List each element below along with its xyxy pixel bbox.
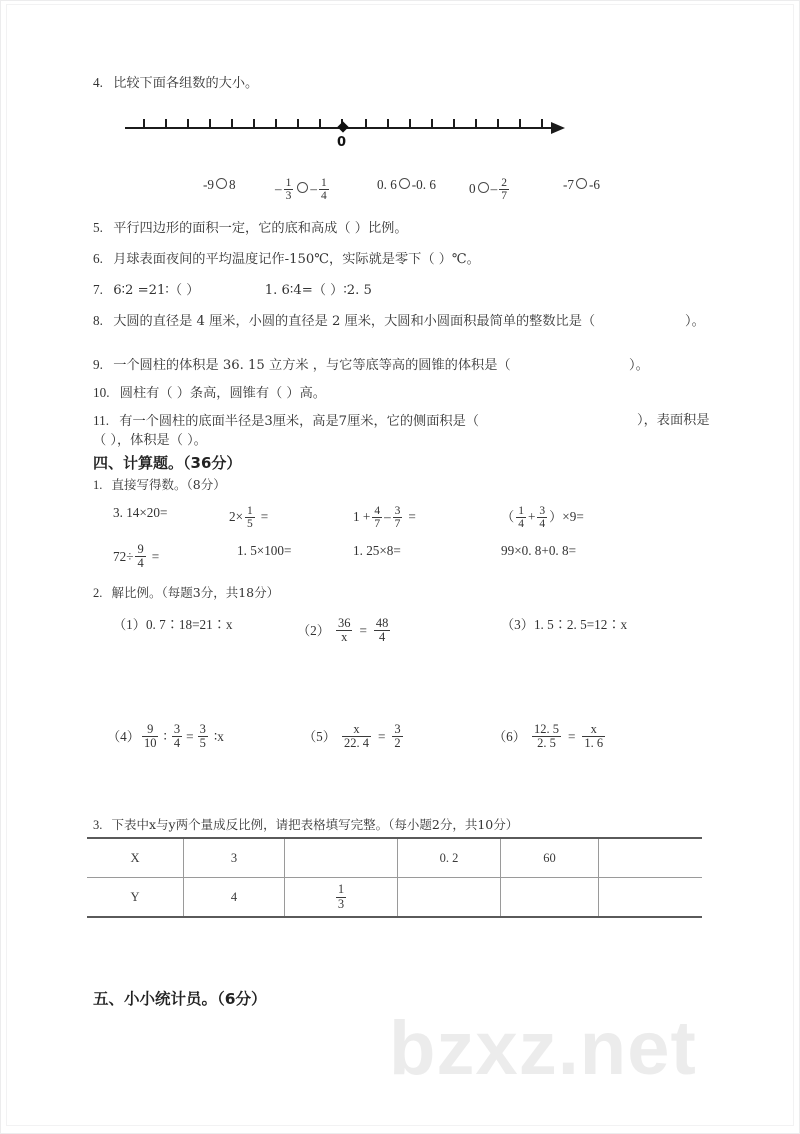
fraction-numerator: 1 [285,177,292,189]
arith-1-4 [501,505,584,530]
sub-3-label: 3. [93,818,103,832]
xy-proportion-table [87,837,702,918]
fraction [372,505,382,530]
question-7-right: 1. 6∶4=（ ）∶2. 5 [264,283,372,298]
fraction-denominator: 7 [374,518,381,531]
fraction-numerator: x [582,723,605,737]
fraction-denominator: 1. 6 [584,736,604,751]
arith-1-3-post: = [408,509,416,525]
circle-blank-icon [399,178,410,189]
question-6-label: 6. [93,251,103,266]
fraction [374,617,391,644]
number-line-tick [409,119,411,128]
sub-3-title: 下表中x与y两个量成反比例，请把表格填写完整。（每小题2分，共10分） [111,817,519,832]
fraction [393,505,403,530]
fraction [336,883,346,910]
arith-1-4-mid: + [527,509,536,525]
question-10-text: 圆柱有（ ）条高，圆锥有（ ）高。 [119,386,326,401]
question-5 [93,220,408,238]
table-cell-x-3[interactable]: 0. 2 [398,838,501,878]
comparison-2 [275,177,331,202]
arith-1-4-pre: （ [501,509,515,525]
fraction-numerator: 12. 5 [533,722,559,736]
fraction-numerator: 1 [247,505,253,517]
question-11-label: 11. [93,413,109,428]
circle-blank-icon [297,182,308,193]
table-cell-y-header: Y [87,878,184,918]
table-cell-y-4[interactable] [501,878,599,918]
number-line-tick [387,119,389,128]
number-line-tick [187,119,189,128]
fraction-numerator: 3 [394,722,401,736]
arith-2-3: 1. 25×8= [353,543,401,558]
comparison-2-left-sign: – [275,181,282,197]
fraction-numerator: 9 [137,542,144,556]
fraction-numerator: 3 [173,722,181,736]
fraction-denominator: 4 [320,190,327,203]
question-11-line1-tail: ），表面积是 [637,413,710,428]
table-cell-y-5[interactable] [599,878,703,918]
fraction-denominator: 5 [199,736,206,751]
fraction-numerator: 3 [539,505,546,517]
number-line-tick [275,119,277,128]
fraction-denominator: 3 [285,190,292,203]
fraction-numerator: 3 [394,505,401,517]
arith-2-1-post: = [151,549,160,565]
question-5-text: 平行四边形的面积一定，它的底和高成（ ）比例。 [113,221,408,236]
number-line-arrow-icon [551,122,565,134]
proportion-4-tail: ∶x [213,729,224,745]
table-cell-x-4[interactable]: 60 [501,838,599,878]
section-4-sub-3 [93,817,518,834]
number-line-tick [453,119,455,128]
fraction [245,505,255,530]
question-9-tail: ）。 [629,357,649,372]
fraction-denominator: 2 [394,736,401,751]
fraction [342,723,371,750]
number-line-tick [297,119,299,128]
table-cell-y-3[interactable] [398,878,501,918]
proportion-2-equals: = [359,623,367,639]
fraction-denominator: 10 [143,736,157,751]
section-4-sub-1 [93,477,226,494]
comparison-5 [563,177,600,194]
proportion-4 [107,723,224,750]
comparison-5-right: -6 [589,177,600,192]
question-11-line2: （ ），体积是（ ）。 [93,433,207,448]
question-4-text: 比较下面各组数的大小。 [113,76,259,91]
number-line-zero-label: 0 [337,135,347,150]
fraction [516,505,526,530]
comparison-2-right-sign: – [310,181,317,197]
comparison-3 [377,177,436,194]
question-6-text: 月球表面夜间的平均温度记作-150℃，实际就是零下（ ）℃。 [113,252,480,267]
sub-1-title: 直接写得数。（8分） [111,477,226,492]
proportion-5-label: （5） [303,729,336,745]
fraction [537,505,547,530]
fraction-numerator: 1 [320,177,327,189]
fraction [172,723,182,750]
number-line-tick [541,119,543,128]
table-row [87,838,702,878]
question-6 [93,251,480,269]
comparison-4-left: 0 [469,181,476,197]
fraction [135,543,145,570]
question-4-label: 4. [93,75,103,90]
arith-2-1 [113,543,159,570]
fraction-denominator: 7 [501,190,507,203]
watermark-text: bzxz.net [389,1006,697,1091]
fraction [198,723,208,750]
fraction [142,723,159,750]
number-line-tick [365,119,367,128]
question-10-label: 10. [93,385,110,400]
comparison-1-left: -9 [203,177,214,192]
proportion-5 [303,723,405,750]
fraction-denominator: 3 [337,896,345,911]
fraction-denominator: 4 [539,518,546,531]
arith-1-3 [353,505,416,530]
question-8-tail: ）。 [685,313,705,328]
proportion-2-label: （2） [297,623,330,639]
fraction-numerator: 48 [375,616,389,630]
fraction-denominator: 2. 5 [537,736,556,751]
question-7-left: 6∶2 =21∶（ ） [113,283,200,298]
fraction-denominator: 22. 4 [343,736,369,751]
number-line-tick [475,119,477,128]
fraction-denominator: 4 [137,556,144,571]
fraction-numerator: 36 [337,616,351,630]
number-line-zero-dot [337,121,348,132]
fraction-numerator: 9 [142,723,159,737]
arith-2-1-pre: 72÷ [113,549,134,565]
number-line-tick [209,119,211,128]
fraction-denominator: 4 [173,736,181,751]
question-9 [93,357,511,375]
comparison-1-right: 8 [229,177,236,192]
fraction [336,617,353,644]
paper-sheet [7,5,793,1125]
proportion-4-sep: ∶ [163,729,167,745]
question-11-line1: 有一个圆柱的底面半径是3厘米，高是7厘米，它的侧面积是（ [119,414,479,429]
proportion-2 [297,617,392,644]
question-8-label: 8. [93,313,103,328]
question-7-label: 7. [93,282,103,297]
proportion-3: （3）1. 5∶2. 5=12∶x [501,617,628,632]
proportion-6-label: （6） [493,729,526,745]
section-4-heading: 四、计算题。（36分） [93,454,242,472]
number-line-tick [253,119,255,128]
proportion-6-equals: = [567,729,576,745]
circle-blank-icon [216,178,227,189]
table-cell-x-5[interactable] [599,838,703,878]
question-4 [93,75,258,93]
number-line-tick [165,119,167,128]
arith-1-4-post: ）×9= [549,509,584,525]
arith-2-2: 1. 5×100= [237,543,292,558]
question-7 [93,282,372,300]
fraction-denominator: 4 [518,518,524,531]
question-11 [93,413,479,431]
proportion-1: （1）0. 7∶18=21∶x [113,617,233,632]
table-row [87,878,702,918]
table-cell-x-1[interactable]: 3 [184,838,285,878]
arith-1-3-pre: 1 + [353,509,371,525]
number-line [125,113,565,153]
fraction [284,177,294,202]
number-line-tick [431,119,433,128]
fraction [532,723,561,750]
arith-1-3-mid: – [384,509,391,525]
arith-1-2 [229,505,268,530]
proportion-4-label: （4） [107,729,140,745]
comparison-1 [203,177,236,194]
question-9-label: 9. [93,357,103,372]
fraction-denominator: 5 [247,518,253,531]
circle-blank-icon [478,182,489,193]
fraction-denominator: 7 [394,518,401,531]
section-5-heading: 五、小小统计员。（6分） [93,990,267,1008]
table-cell-y-1[interactable]: 4 [184,878,285,918]
arith-1-2-pre: 2× [229,509,244,525]
fraction-numerator: 1 [518,505,524,517]
fraction-numerator: x [342,723,371,737]
question-10 [93,385,326,403]
fraction-numerator: 3 [199,722,206,736]
comparison-5-left: -7 [563,177,574,192]
fraction [582,723,605,750]
arith-1-2-post: = [260,509,269,525]
comparison-4 [469,177,511,202]
proportion-6 [493,723,607,750]
arith-2-4: 99×0. 8+0. 8= [501,543,577,558]
sub-2-title: 解比例。（每题3分，共18分） [111,585,280,600]
comparison-3-right: -0. 6 [411,177,436,192]
comparison-4-right-sign: – [490,181,498,197]
proportion-4-equals: = [186,729,194,745]
fraction [319,177,329,202]
fraction [499,177,509,202]
section-4-sub-2 [93,585,279,602]
table-cell-x-header: X [87,838,184,878]
number-line-tick [519,119,521,128]
number-line-tick [319,119,321,128]
arith-1-1: 3. 14×20= [113,505,168,520]
number-line-tick [143,119,145,128]
table-cell-x-2[interactable] [285,838,398,878]
fraction [392,723,402,750]
sub-2-label: 2. [93,586,103,600]
number-line-tick [231,119,233,128]
question-8-text: 大圆的直径是 4 厘米，小圆的直径是 2 厘米，大圆和小圆面积最简单的整数比是（ [113,314,596,329]
sub-1-label: 1. [93,478,103,492]
fraction-numerator: 1 [337,882,345,897]
number-line-tick [497,119,499,128]
fraction-numerator: 2 [501,177,507,189]
question-5-label: 5. [93,220,103,235]
circle-blank-icon [576,178,587,189]
proportion-5-equals: = [377,729,386,745]
table-cell-y-2[interactable] [285,878,398,918]
question-8 [93,313,595,331]
fraction-denominator: 4 [379,630,386,645]
comparison-3-left: 0. 6 [377,177,397,192]
fraction-denominator: x [341,630,348,645]
fraction-numerator: 4 [374,505,381,517]
question-9-text: 一个圆柱的体积是 36. 15 立方米 ，与它等底等高的圆锥的体积是（ [113,358,511,373]
